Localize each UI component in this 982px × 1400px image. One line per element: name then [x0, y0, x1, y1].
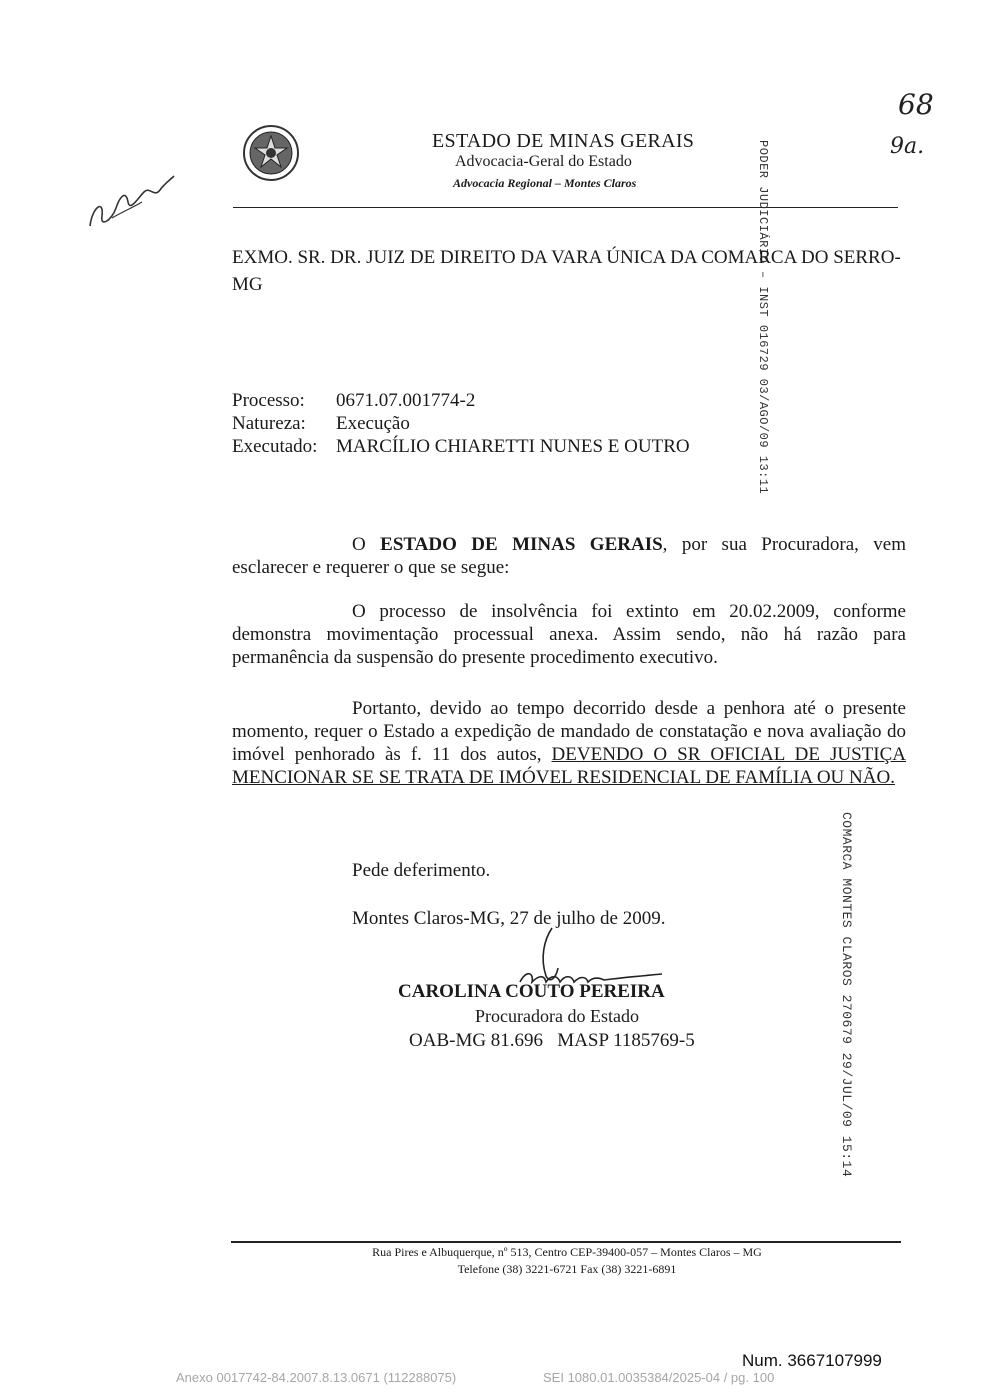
p3-normal: Portanto, devido ao tempo decorrido desde a penhora até o presente momento, requer o Estado a expedição de mandado de constatação e nova avaliação do imóvel penhorado às f. 11 dos autos,: [232, 698, 906, 765]
footer-address: Rua Pires e Albuquerque, nº 513, Centro CEP-39400-057 – Montes Claros – MG: [372, 1245, 762, 1259]
p1-bold-entity: ESTADO DE MINAS GERAIS: [380, 534, 663, 555]
state-coat-of-arms-icon: [242, 124, 300, 182]
annex-reference: Anexo 0017742-84.2007.8.13.0671 (112288075): [176, 1370, 457, 1385]
body-paragraph-1: [232, 533, 906, 579]
header-agency: Advocacia-Geral do Estado: [455, 153, 632, 170]
body-paragraph-3: [232, 697, 906, 789]
process-nature-label: Natureza:: [232, 413, 306, 434]
addressee-line: EXMO. SR. DR. JUIZ DE DIREITO DA VARA ÚNICA DA COMARCA DO SERRO-MG: [232, 247, 901, 295]
signatory-registration: OAB-MG 81.696 MASP 1185769-5: [409, 1030, 695, 1051]
body-paragraph-2: O processo de insolvência foi extinto em 20.02.2009, conforme demonstra movimentação processual anexa. Assim sendo, não há razão para permanência da suspensão do presente procedimento executivo.: [232, 601, 906, 668]
process-number-label: Processo:: [232, 390, 305, 411]
header-regional-office: Advocacia Regional – Montes Claros: [453, 176, 637, 190]
handwritten-rubric-signature: [82, 168, 182, 238]
p3-underlined: DEVENDO O SR OFICIAL DE JUSTIÇA MENCIONAR SE SE TRATA DE IMÓVEL RESIDENCIAL DE FAMÍLIA OU NÃO.: [232, 744, 906, 788]
place-date: Montes Claros-MG, 27 de julho de 2009.: [352, 908, 666, 929]
process-defendant-label: Executado:: [232, 436, 318, 457]
header-divider: [233, 207, 898, 208]
handwritten-initials: 9a.: [890, 134, 925, 159]
process-defendant-value: MARCÍLIO CHIARETTI NUNES E OUTRO: [336, 436, 690, 457]
footer-divider: [231, 1241, 901, 1243]
p1-rest: , por sua Procuradora, vem esclarecer e requerer o que se segue:: [232, 534, 907, 578]
header-state-name: ESTADO DE MINAS GERAIS: [432, 130, 695, 152]
process-info: [232, 389, 690, 458]
signatory-role: Procuradora do Estado: [475, 1006, 639, 1026]
sei-reference: SEI 1080.01.0035384/2025-04 / pg. 100: [543, 1370, 775, 1385]
document-number: Num. 3667107999: [742, 1351, 882, 1370]
closing-request: Pede deferimento.: [352, 860, 491, 881]
process-defendant-row: [232, 435, 690, 458]
protocol-stamp-vertical: PODER JUDICIÁRIO – INST 016729 03/AGO/09 13:11: [756, 140, 770, 495]
comarca-stamp-vertical: COMARCA MONTES CLAROS 270679 29/JUL/09 15:14: [839, 812, 854, 1178]
footer-phone: Telefone (38) 3221-6721 Fax (38) 3221-6891: [457, 1262, 677, 1276]
process-number-row: [232, 389, 690, 412]
process-number-value: 0671.07.001774-2: [336, 390, 476, 411]
signatory-name: CAROLINA COUTO PEREIRA: [398, 981, 665, 1002]
process-nature-value: Execução: [336, 413, 410, 434]
handwritten-page-number: 68: [898, 88, 934, 121]
p1-prefix: O: [352, 534, 381, 555]
process-nature-row: [232, 412, 690, 435]
